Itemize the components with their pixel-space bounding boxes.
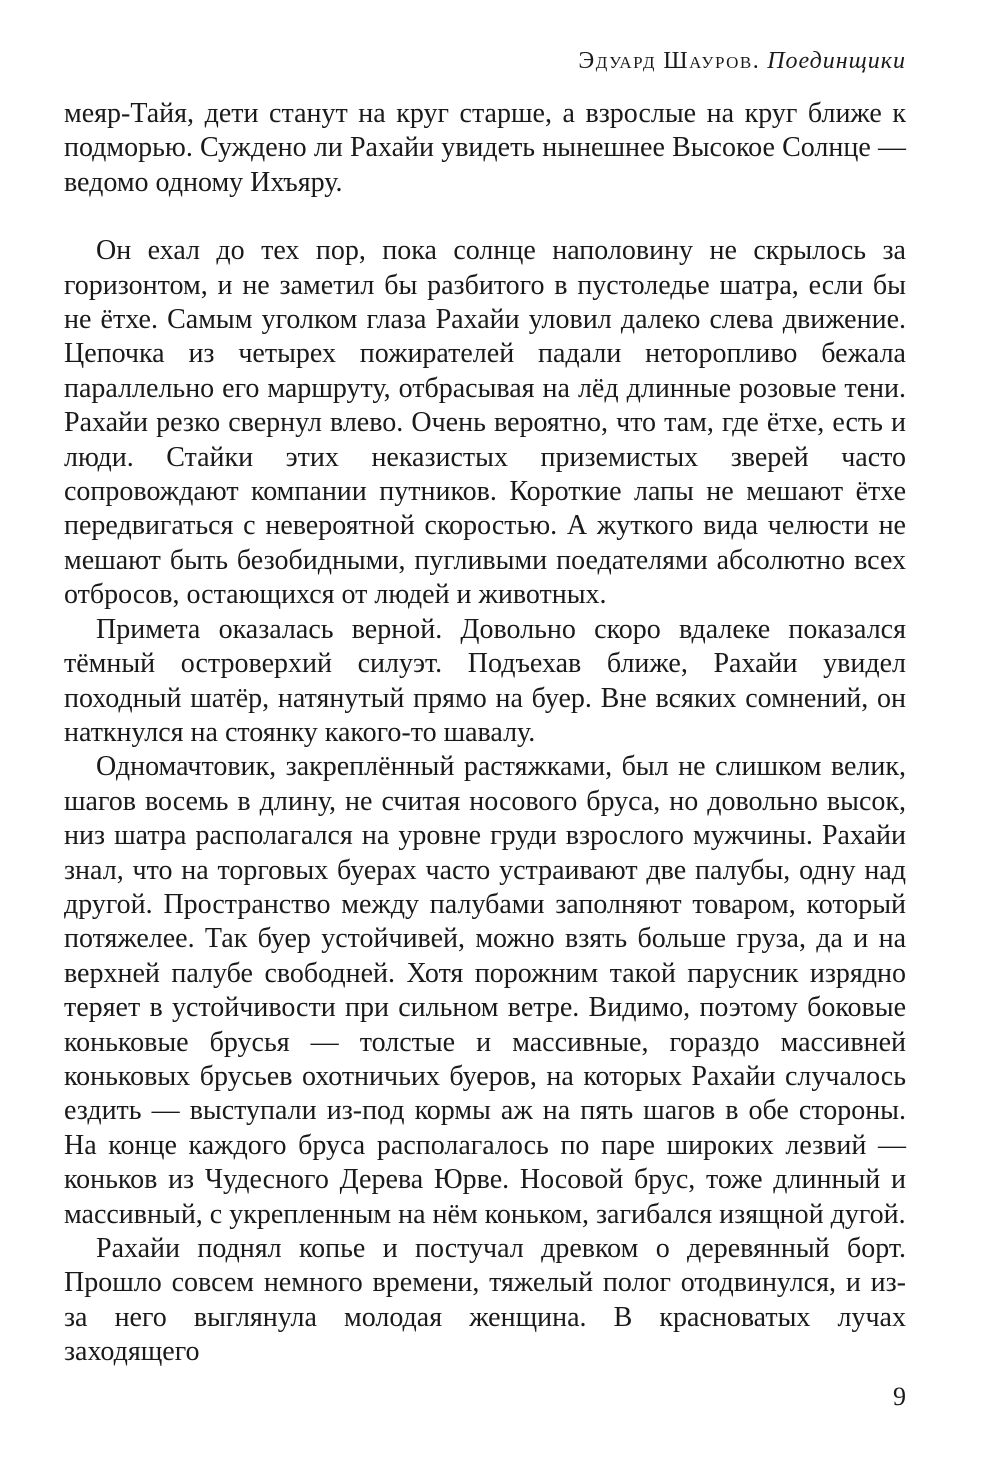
paragraph-2: Он ехал до тех пор, пока солнце наполовину не скрылось за горизонтом, и не заметил бы разбитого в пустоледье шатра, если бы не ётхе. Самым уголком глаза Рахайи уловил далеко слева движение. Цепочка из четырех пожирателей падали неторопливо бежала параллельно его маршруту, отбрасывая на лёд длинные розовые тени. Рахайи резко свернул влево. Очень вероятно, что там, где ётхе, есть и люди. Стайки этих неказистых приземистых зверей часто сопровождают компании путников. Короткие лапы не мешают ётхе передвигаться с невероятной скоростью. А жуткого вида челюсти не мешают быть безобидными, пугливыми поедателями абсолютно всех отбросов, остающихся от людей и животных. [64,235,906,611]
body-text [64,97,906,1370]
paragraph-4: Одномачтовик, закреплённый растяжками, был не слишком велик, шагов восемь в длину, не считая носового бруса, но довольно высок, низ шатра располагался на уровне груди взрослого мужчины. Рахайи знал, что на торговых буерах часто устраивают две палубы, одну над другой. Пространство между палубами заполняют товаром, который потяжелее. Так буер устойчивей, можно взять больше груза, да и на верхней палубе свободней. Хотя порожним такой парусник изрядно теряет в устойчивости при сильном ветре. Видимо, поэтому боковые коньковые брусья — толстые и массивные, гораздо массивней коньковых брусьев охотничьих буеров, на которых Рахайи случалось ездить — выступали из-под кормы аж на пять шагов в обе стороны. На конце каждого бруса располагалось по паре широких лезвий — коньков из Чудесного Дерева Юрве. Носовой брус, тоже длинный и массивный, с укрепленным на нём коньком, загибался изящной дугой. [64,751,906,1230]
header-author: Эдуард Шауров. [578,48,761,74]
book-page [64,0,906,1482]
paragraph-3: Примета оказалась верной. Довольно скоро вдалеке показался тёмный островерхий силуэт. Подъехав ближе, Рахайи увидел походный шатёр, натянутый прямо на буер. Вне всяких сомнений, он наткнулся на стоянку какого-то шавалу. [64,613,906,748]
paragraph-5: Рахайи поднял копье и постучал древком о деревянный борт. Прошло совсем немного времени, тяжелый полог отодвинулся, и из-за него выглянула молодая женщина. В красноватых лучах заходящего [64,1233,906,1368]
running-header [578,48,906,75]
page-number: 9 [893,1382,906,1411]
paragraph-1: меяр-Тайя, дети станут на круг старше, а взрослые на круг ближе к подморью. Суждено ли Рахайи увидеть нынешнее Высокое Солнце — ведомо одному Ихъяру. [64,98,906,198]
header-title: Поединщики [767,48,906,74]
